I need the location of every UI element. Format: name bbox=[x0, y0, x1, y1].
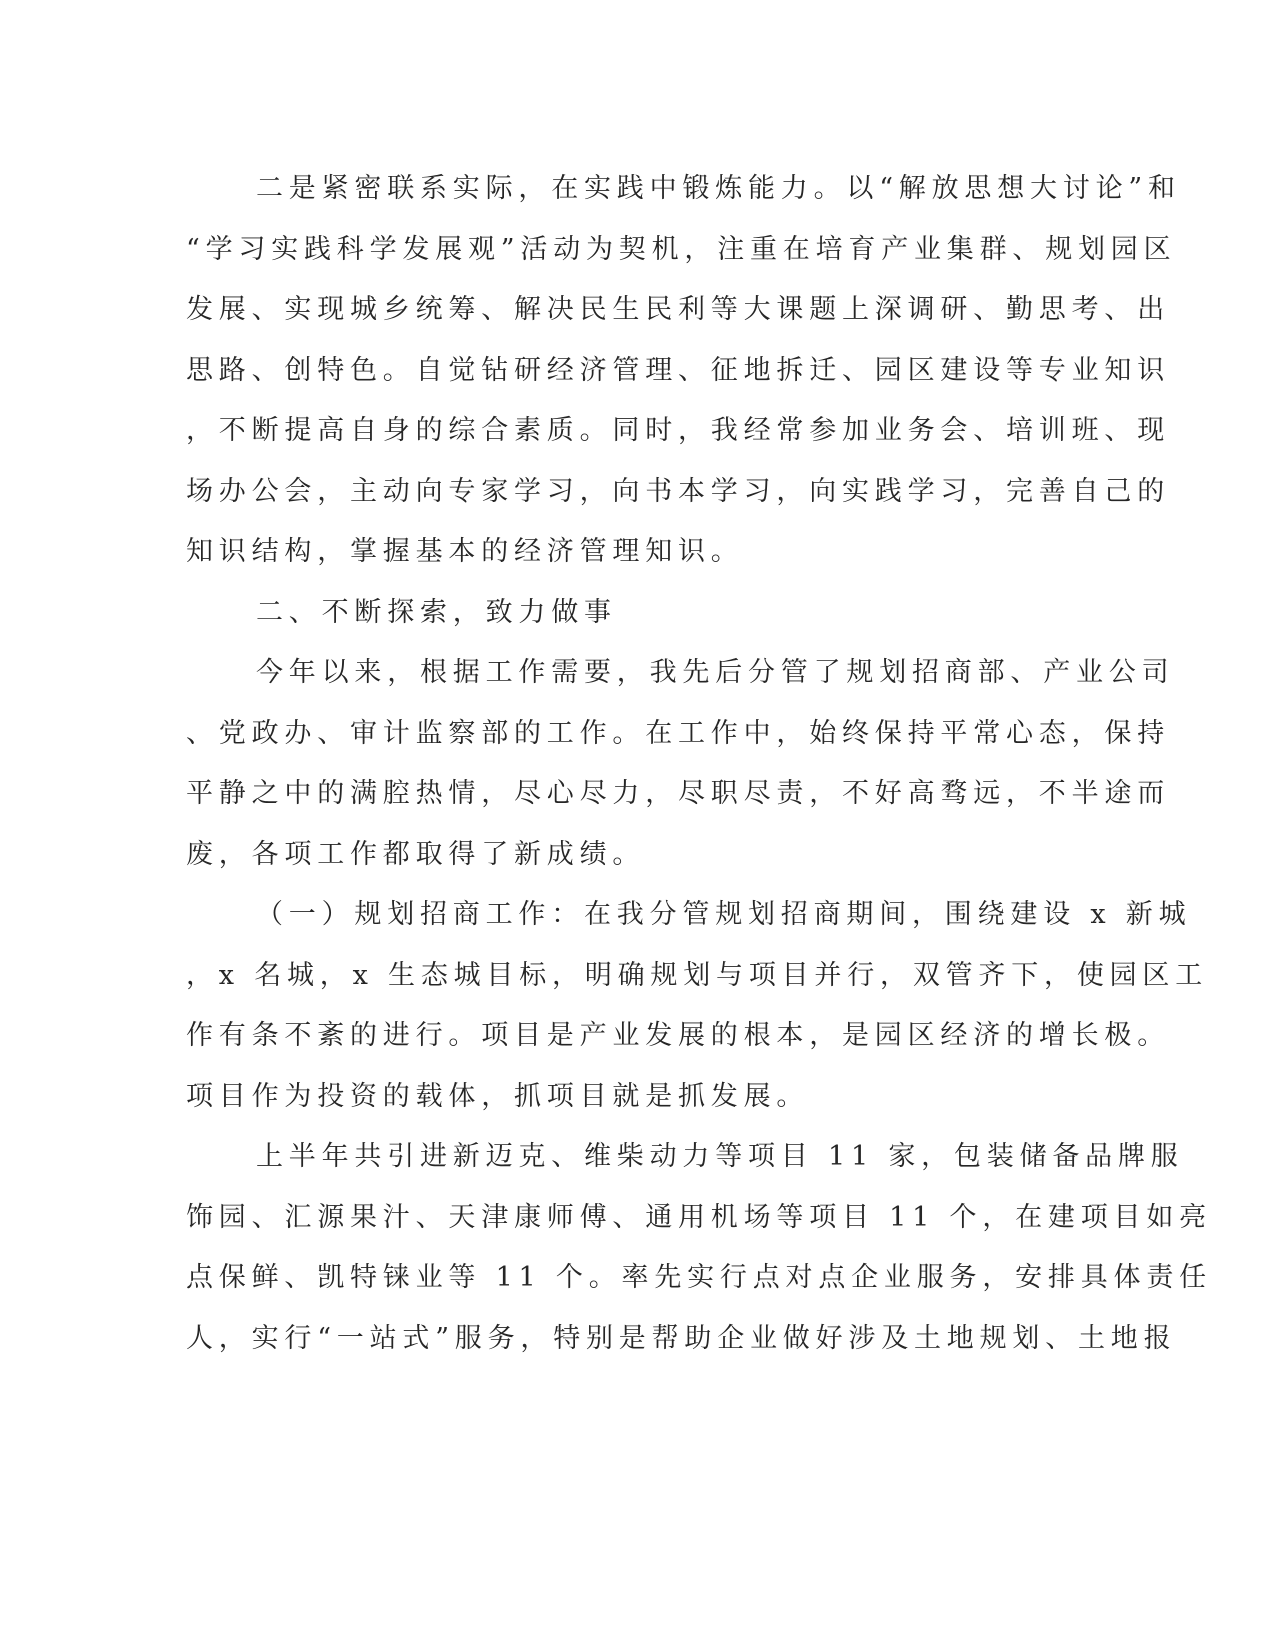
section-heading: 二、不断探索，致力做事 bbox=[256, 596, 617, 628]
text-line: “学习实践科学发展观”活动为契机，注重在培育产业集群、规划园区 bbox=[186, 233, 1177, 265]
text-line: 作有条不紊的进行。项目是产业发展的根本，是园区经济的增长极。 bbox=[186, 1020, 1170, 1051]
text-line: （一）规划招商工作：在我分管规划招商期间，围绕建设 x 新城 bbox=[256, 899, 1192, 930]
text-line: 今年以来，根据工作需要，我先后分管了规划招商部、产业公司 bbox=[256, 657, 1175, 688]
document-body bbox=[186, 159, 1212, 1369]
text-line: 点保鲜、凯特铼业等 11 个。率先实行点对点企业服务，安排具体责任 bbox=[186, 1262, 1212, 1293]
text-line: 、党政办、审计监察部的工作。在工作中，始终保持平常心态，保持 bbox=[186, 717, 1170, 749]
text-line: 饰园、汇源果汁、天津康师傅、通用机场等项目 11 个，在建项目如亮 bbox=[186, 1201, 1212, 1233]
text-line: 项目作为投资的载体，抓项目就是抓发展。 bbox=[186, 1080, 810, 1112]
text-line: 思路、创特色。自觉钻研经济管理、征地拆迁、园区建设等专业知识 bbox=[186, 354, 1170, 386]
text-line: 人，实行“一站式”服务，特别是帮助企业做好涉及土地规划、土地报 bbox=[186, 1322, 1177, 1354]
text-line: ，不断提高自身的综合素质。同时，我经常参加业务会、培训班、现 bbox=[186, 415, 1170, 446]
text-line: 二是紧密联系实际，在实践中锻炼能力。以“解放思想大讨论”和 bbox=[256, 173, 1181, 204]
text-line: 发展、实现城乡统筹、解决民生民利等大课题上深调研、勤思考、出 bbox=[186, 294, 1170, 325]
text-line: ，x 名城，x 生态城目标，明确规划与项目并行，双管齐下，使园区工 bbox=[186, 959, 1209, 991]
text-line: 知识结构，掌握基本的经济管理知识。 bbox=[186, 536, 744, 567]
text-line: 平静之中的满腔热情，尽心尽力，尽职尽责，不好高骛远，不半途而 bbox=[186, 778, 1170, 809]
text-line: 废，各项工作都取得了新成绩。 bbox=[186, 838, 646, 870]
text-line: 上半年共引进新迈克、维柴动力等项目 11 家，包装储备品牌服 bbox=[256, 1141, 1184, 1172]
text-line: 场办公会，主动向专家学习，向书本学习，向实践学习，完善自己的 bbox=[186, 475, 1170, 507]
